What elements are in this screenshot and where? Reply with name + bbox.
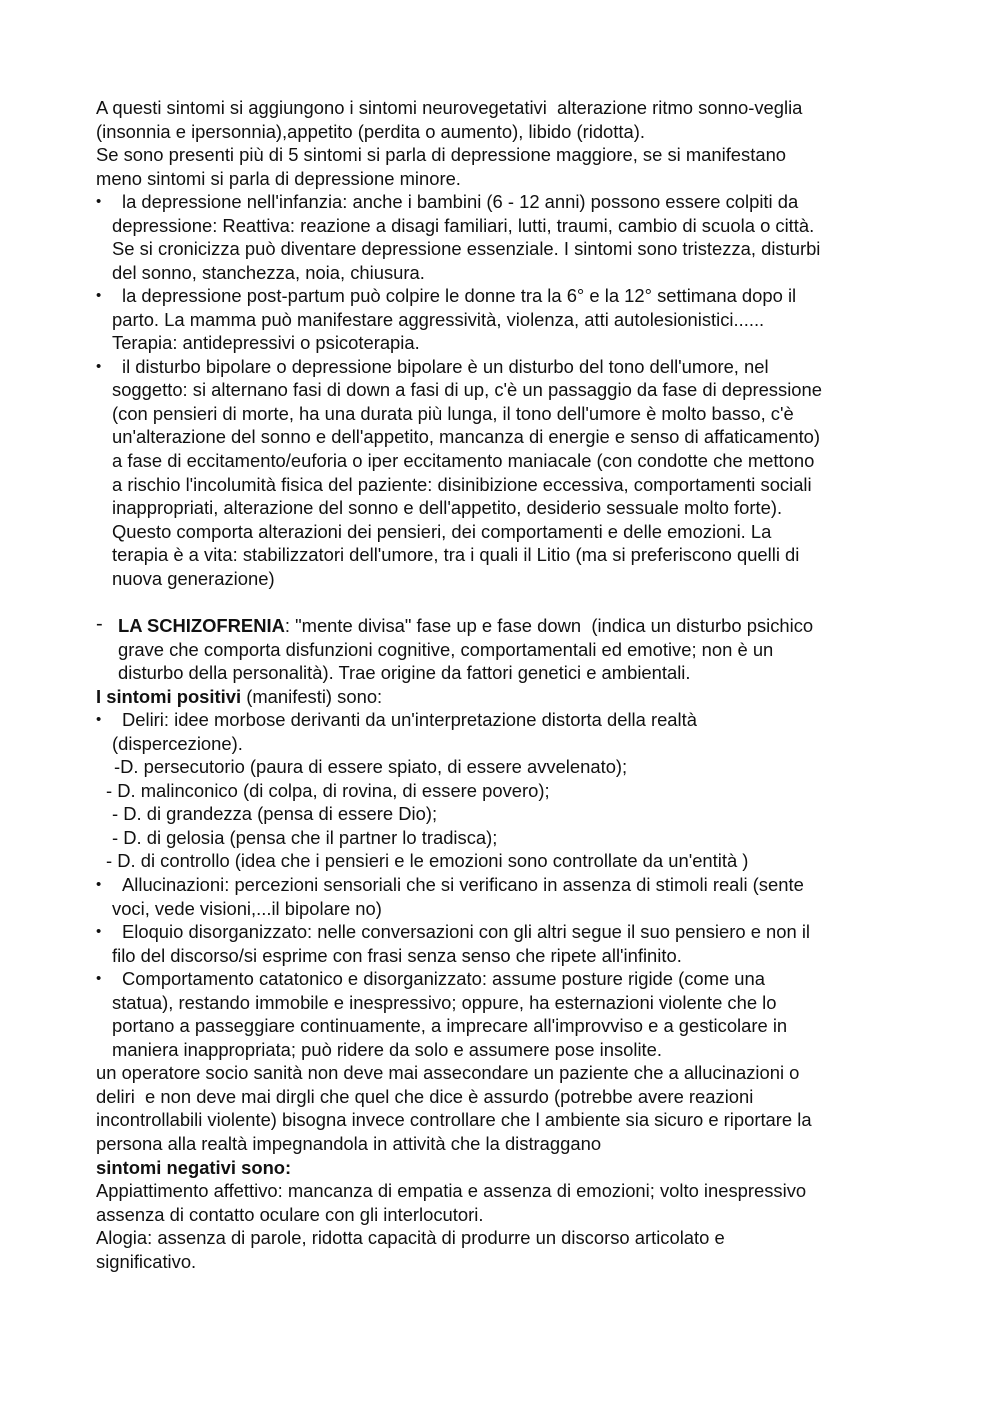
operatore-line: deliri e non deve mai dirgli che quel che dice è assurdo (potrebbe avere reazioni (96, 1086, 754, 1107)
bullet-marker: • (96, 876, 102, 893)
positivi-bold: I sintomi positivi (96, 686, 242, 707)
deliri-line: (dispercezione). (112, 733, 243, 754)
schizo-title: LA SCHIZOFRENIA (118, 615, 285, 636)
deliri-line: - D. malinconico (di colpa, di rovina, di essere povero); (106, 780, 550, 801)
bipolare-line: un'alterazione del sonno e dell'appetito, mancanza di energie e senso di affaticamento) (112, 426, 821, 447)
deliri-line: - D. di grandezza (pensa di essere Dio); (112, 803, 438, 824)
bullet-marker: • (96, 287, 102, 304)
deliri-line: -D. persecutorio (paura di essere spiato, di essere avvelenato); (114, 756, 628, 777)
schizo-definition: : "mente divisa" fase up e fase down (indica un disturbo psichico (284, 615, 814, 636)
bullet-marker: • (96, 358, 102, 375)
operatore-line: persona alla realtà impegnandola in attività che la distraggano (96, 1133, 602, 1154)
intro-line: (insonnia e ipersonnia),appetito (perdita o aumento), libido (ridotta). (96, 121, 645, 142)
eloquio-line: filo del discorso/si esprime con frasi senza senso che ripete all'infinito. (112, 945, 682, 966)
bipolare-line: il disturbo bipolare o depressione bipolare è un disturbo del tono dell'umore, nel (122, 356, 769, 377)
allucinazioni-line: voci, vede visioni,...il bipolare no) (112, 898, 382, 919)
schizo-line: grave che comporta disfunzioni cognitive, comportamentali ed emotive; non è un (118, 639, 774, 660)
schizo-heading-line (118, 614, 813, 638)
deliri-line: - D. di gelosia (pensa che il partner lo tradisca); (112, 827, 498, 848)
catatonico-line: Comportamento catatonico e disorganizzato: assume posture rigide (come una (122, 968, 765, 989)
deliri-line: Deliri: idee morbose derivanti da un'interpretazione distorta della realtà (122, 709, 697, 730)
postpartum-line: la depressione post-partum può colpire le donne tra la 6° e la 12° settimana dopo il (122, 285, 797, 306)
catatonico-line: statua), restando immobile e inespressivo; oppure, ha esternazioni violente che lo (112, 992, 777, 1013)
dash-marker: - (96, 613, 103, 635)
bipolare-line: soggetto: si alternano fasi di down a fasi di up, c'è un passaggio da fase di depressione (112, 379, 822, 400)
negativi-line: assenza di contatto oculare con gli interlocutori. (96, 1204, 484, 1225)
bullet-marker: • (96, 970, 102, 987)
intro-line: Se sono presenti più di 5 sintomi si parla di depressione maggiore, se si manifestano (96, 144, 787, 165)
bipolare-line: inappropriati, alterazione del sonno e dell'appetito, desiderio sessuale molto forte). (112, 497, 783, 518)
positivi-rest: (manifesti) sono: (241, 686, 383, 707)
bipolare-line: a rischio l'incolumità fisica del paziente: disinibizione eccessiva, comportamenti sociali (112, 474, 812, 495)
bipolare-line: a fase di eccitamento/euforia o iper eccitamento maniacale (con condotte che mettono (112, 450, 815, 471)
bipolare-line: (con pensieri di morte, ha una durata più lunga, il tono dell'umore è molto basso, c'è (112, 403, 794, 424)
infanzia-line: depressione: Reattiva: reazione a disagi familiari, lutti, traumi, cambio di scuola o città. (112, 215, 815, 236)
positivi-heading (96, 685, 382, 709)
allucinazioni-line: Allucinazioni: percezioni sensoriali che si verificano in assenza di stimoli reali (sente (122, 874, 804, 895)
infanzia-line: del sonno, stanchezza, noia, chiusura. (112, 262, 425, 283)
intro-line: A questi sintomi si aggiungono i sintomi neurovegetativi alterazione ritmo sonno-veglia (96, 97, 803, 118)
catatonico-line: maniera inappropriata; può ridere da solo e assumere pose insolite. (112, 1039, 662, 1060)
operatore-line: incontrollabili violente) bisogna invece controllare che l ambiente sia sicuro e riportare la (96, 1109, 812, 1130)
infanzia-line: la depressione nell'infanzia: anche i bambini (6 - 12 anni) possono essere colpiti da (122, 191, 799, 212)
negativi-line: Appiattimento affettivo: mancanza di empatia e assenza di emozioni; volto inespressivo (96, 1180, 807, 1201)
negativi-line: significativo. (96, 1251, 197, 1272)
infanzia-line: Se si cronicizza può diventare depressione essenziale. I sintomi sono tristezza, disturbi (112, 238, 821, 259)
schizo-line: disturbo della personalità). Trae origine da fattori genetici e ambientali. (118, 662, 691, 683)
postpartum-line: Terapia: antidepressivi o psicoterapia. (112, 332, 420, 353)
intro-line: meno sintomi si parla di depressione minore. (96, 168, 461, 189)
bipolare-line: Questo comporta alterazioni dei pensieri, dei comportamenti e delle emozioni. La (112, 521, 772, 542)
negativi-line: Alogia: assenza di parole, ridotta capacità di produrre un discorso articolato e (96, 1227, 725, 1248)
operatore-line: un operatore socio sanità non deve mai assecondare un paziente che a allucinazioni o (96, 1062, 800, 1083)
postpartum-line: parto. La mamma può manifestare aggressività, violenza, atti autolesionistici...... (112, 309, 765, 330)
bipolare-line: nuova generazione) (112, 568, 275, 589)
bullet-marker: • (96, 193, 102, 210)
catatonico-line: portano a passeggiare continuamente, a imprecare all'improvviso e a gesticolare in (112, 1015, 788, 1036)
bipolare-line: terapia è a vita: stabilizzatori dell'umore, tra i quali il Litio (ma si preferiscono quelli di (112, 544, 800, 565)
bullet-marker: • (96, 711, 102, 728)
deliri-line: - D. di controllo (idea che i pensieri e le emozioni sono controllate da un'entità ) (106, 850, 749, 871)
negativi-heading: sintomi negativi sono: (96, 1157, 292, 1178)
bullet-marker: • (96, 923, 102, 940)
eloquio-line: Eloquio disorganizzato: nelle conversazioni con gli altri segue il suo pensiero e non il (122, 921, 811, 942)
